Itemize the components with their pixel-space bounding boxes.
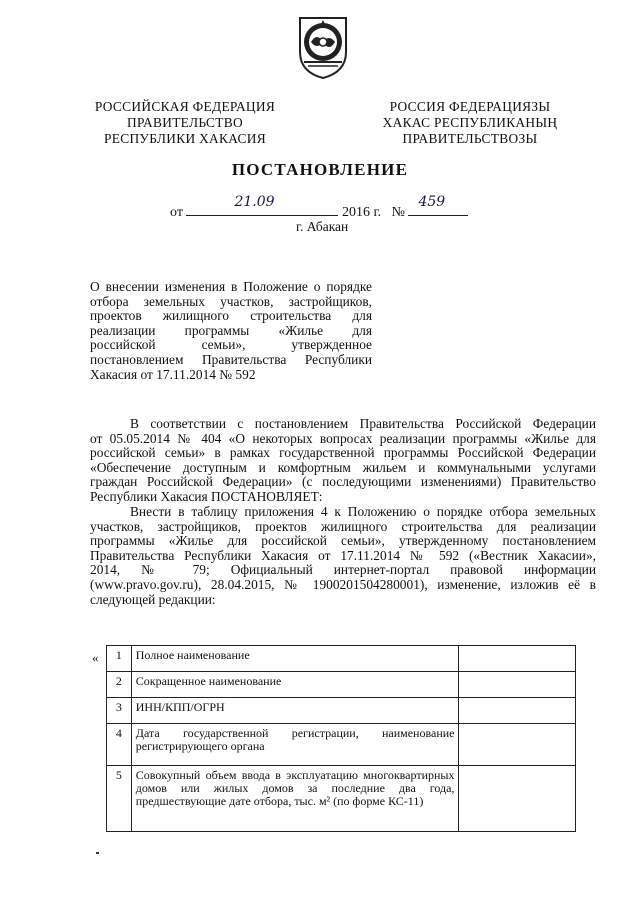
paragraph-2 <box>90 505 596 607</box>
criteria-table <box>106 645 576 832</box>
header-left-line-3: РЕСПУБЛИКИ ХАКАСИЯ <box>104 131 266 146</box>
paragraph-line: 2014, № 79; Официальный интернет-портал правовой информации <box>90 562 596 578</box>
scan-mark <box>96 852 99 854</box>
number-label: № <box>391 205 405 220</box>
header-right-line-2: ХАКАС РЕСПУБЛИКАНЫҢ <box>382 115 558 130</box>
paragraph-line: от 05.05.2014 № 404 «О некоторых вопросах реализации программы «Жилье для <box>90 430 596 446</box>
row-name: Дата государственной регистрации, наименование регистрирующего органа <box>131 724 459 766</box>
paragraph-line: программы «Жилье для российской семьи», утвержденному постановлением <box>90 533 596 549</box>
row-number: 5 <box>107 766 132 832</box>
subject-line: отбора земельных участков, застройщиков, <box>90 293 372 309</box>
paragraph-1 <box>90 417 596 505</box>
row-value <box>459 766 576 832</box>
subject-block <box>90 280 372 382</box>
paragraph-line: В соответствии с постановлением Правительства Российской Федерации <box>130 416 596 431</box>
subject-line: реализации программы «Жилье для <box>90 322 372 338</box>
open-quote: « <box>92 650 99 665</box>
row-name: ИНН/КПП/ОГРН <box>131 698 459 724</box>
row-number: 2 <box>107 672 132 698</box>
row-value <box>459 698 576 724</box>
header-left-line-1: РОССИЙСКАЯ ФЕДЕРАЦИЯ <box>94 99 276 114</box>
document-title: ПОСТАНОВЛЕНИЕ <box>231 160 409 179</box>
row-name: Совокупный объем ввода в эксплуатацию многоквартирных домов или жилых домов за последние два года, предшествующие дате отбора, тыс. м² (по форме КС-11) <box>131 766 459 832</box>
header-left-line-2: ПРАВИТЕЛЬСТВО <box>127 115 243 130</box>
paragraph-line: российской семьи» в рамках государственной программы Российской Федерации <box>90 445 596 461</box>
table-row <box>107 698 576 724</box>
row-name: Сокращенное наименование <box>131 672 459 698</box>
paragraph-line: Правительства Республики Хакасия от 17.11.2014 № 592 («Вестник Хакасии», <box>90 547 596 563</box>
subject-line: проектов жилищного строительства для <box>90 308 372 324</box>
header-right <box>370 99 570 147</box>
paragraph-line: Внести в таблицу приложения 4 к Положению о порядке отбора земельных <box>130 504 596 519</box>
header-right-line-1: РОССИЯ ФЕДЕРАЦИЯЗЫ <box>389 99 551 114</box>
paragraph-line: участков, застройщиков, проектов жилищного строительства для реализации <box>90 518 596 534</box>
header-left <box>92 99 278 147</box>
number-handwritten: 459 <box>418 194 446 210</box>
row-value <box>459 672 576 698</box>
row-value <box>459 724 576 766</box>
date-field <box>186 194 338 216</box>
row-value <box>459 646 576 672</box>
number-field <box>408 194 468 216</box>
table-row <box>107 646 576 672</box>
row-number: 4 <box>107 724 132 766</box>
city: г. Абакан <box>296 219 349 234</box>
row-number: 3 <box>107 698 132 724</box>
row-number: 1 <box>107 646 132 672</box>
subject-line: Хакасия от 17.11.2014 № 592 <box>90 366 256 382</box>
table-row <box>107 724 576 766</box>
table-row <box>107 766 576 832</box>
paragraph-line: граждан Российской Федерации» (с последующими изменениями) Правительство <box>90 474 596 490</box>
table-row <box>107 672 576 698</box>
date-year: 2016 г. <box>341 205 382 220</box>
paragraph-line: (www.pravo.gov.ru), 28.04.2015, № 1900201504280001), изменение, изложив её в <box>90 576 596 592</box>
subject-line: постановлением Правительства Республики <box>90 351 372 367</box>
date-prefix: от <box>170 205 183 220</box>
subject-line: О внесении изменения в Положение о порядке <box>90 279 372 294</box>
paragraph-line: «Обеспечение доступным и комфортным жильем и коммунальными услугами <box>90 459 596 475</box>
coat-of-arms-emblem <box>294 14 352 80</box>
date-line <box>170 194 468 221</box>
paragraph-line: следующей редакции: <box>90 591 216 607</box>
date-handwritten: 21.09 <box>234 194 275 210</box>
header-right-line-3: ПРАВИТЕЛЬСТВОЗЫ <box>402 131 538 146</box>
subject-line: российской семьи», утвержденное <box>90 337 372 353</box>
row-name: Полное наименование <box>131 646 459 672</box>
paragraph-line: Республики Хакасия ПОСТАНОВЛЯЕТ: <box>90 488 323 504</box>
